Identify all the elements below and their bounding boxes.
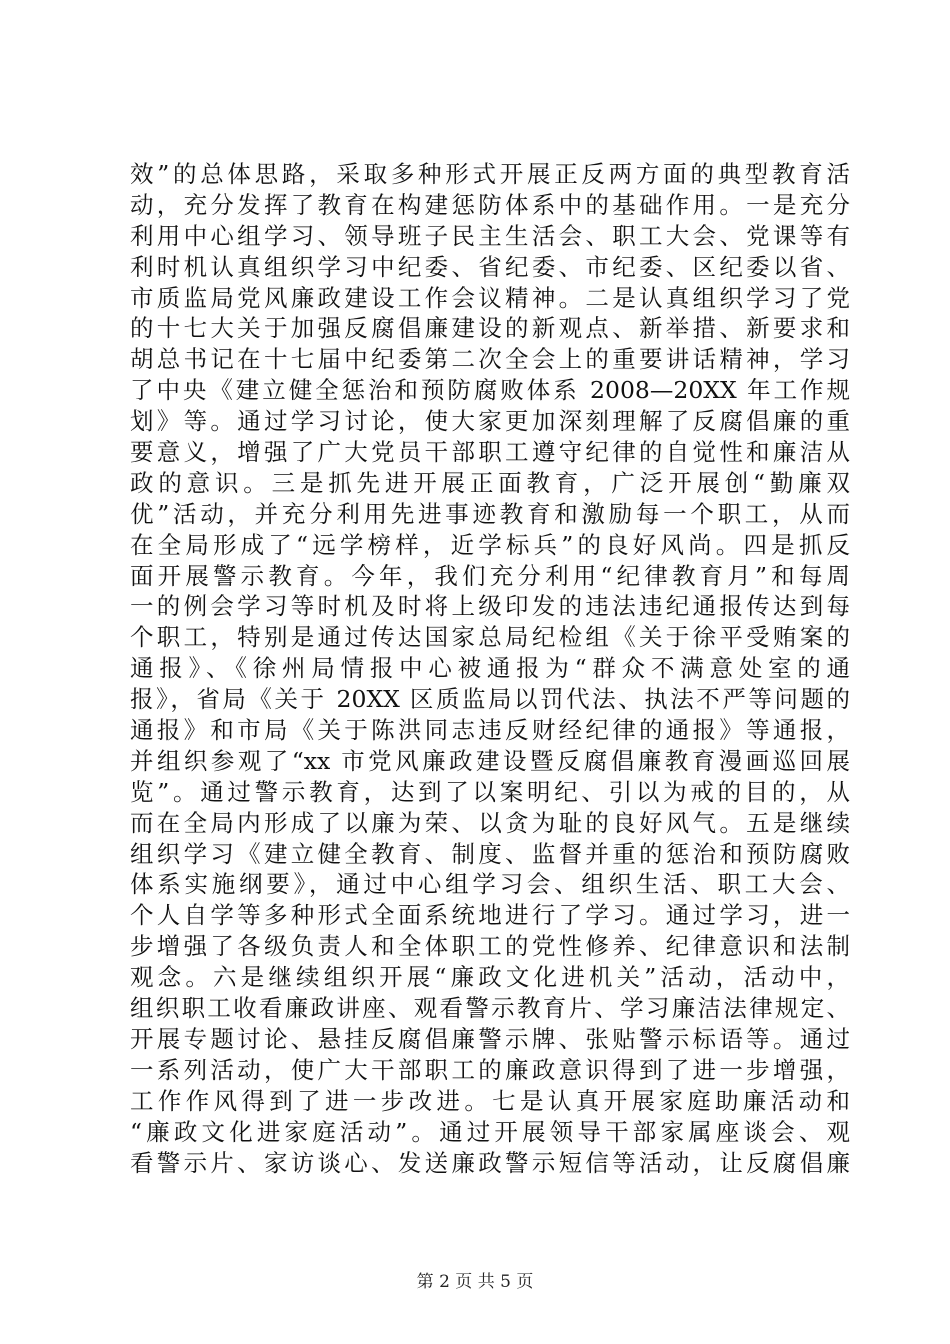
text-line: 览”。通过警示教育，达到了以案明纪、引以为戒的目的，从 [130, 777, 850, 806]
text-line: 政的意识。三是抓先进开展正面教育，广泛开展创“勤廉双 [130, 468, 850, 497]
text-line: 体系实施纲要》，通过中心组学习会、组织生活、职工大会、 [130, 870, 850, 899]
text-line: 优”活动，并充分利用先进事迹教育和激励每一个职工，从而 [130, 499, 850, 528]
text-line: 开展专题讨论、悬挂反腐倡廉警示牌、张贴警示标语等。通过 [130, 1024, 850, 1053]
text-line: 报》，省局《关于 20XX 区质监局以罚代法、执法不严等问题的 [130, 685, 850, 714]
text-line: 要意义，增强了广大党员干部职工遵守纪律的自觉性和廉洁从 [130, 438, 850, 467]
text-line: 组织职工收看廉政讲座、观看警示教育片、学习廉洁法律规定、 [130, 994, 850, 1023]
text-line: 通报》和市局《关于陈洪同志违反财经纪律的通报》等通报， [130, 716, 850, 745]
text-line: 一系列活动，使广大干部职工的廉政意识得到了进一步增强， [130, 1055, 850, 1084]
text-line: 个人自学等多种形式全面系统地进行了学习。通过学习，进一 [130, 901, 850, 930]
text-line: 在全局形成了“远学榜样，近学标兵”的良好风尚。四是抓反 [130, 530, 850, 559]
text-line: 工作作风得到了进一步改进。七是认真开展家庭助廉活动和 [130, 1086, 850, 1115]
text-line: 市质监局党风廉政建设工作会议精神。二是认真组织学习了党 [130, 283, 850, 312]
text-line: 个职工，特别是通过传达国家总局纪检组《关于徐平受贿案的 [130, 623, 850, 652]
text-line: 观念。六是继续组织开展“廉政文化进机关”活动，活动中， [130, 963, 850, 992]
text-line: 了中央《建立健全惩治和预防腐败体系 2008—20XX 年工作规 [130, 376, 850, 405]
text-line: 组织学习《建立健全教育、制度、监督并重的惩治和预防腐败 [130, 839, 850, 868]
text-line: 利时机认真组织学习中纪委、省纪委、市纪委、区纪委以省、 [130, 252, 850, 281]
text-line: 看警示片、家访谈心、发送廉政警示短信等活动，让反腐倡廉 [130, 1148, 850, 1177]
text-line: 面开展警示教育。今年，我们充分利用“纪律教育月”和每周 [130, 561, 850, 590]
text-line: 胡总书记在十七届中纪委第二次全会上的重要讲话精神，学习 [130, 345, 850, 374]
text-line: 的十七大关于加强反腐倡廉建设的新观点、新举措、新要求和 [130, 314, 850, 343]
text-line: 并组织参观了“xx 市党风廉政建设暨反腐倡廉教育漫画巡回展 [130, 746, 850, 775]
text-line: 利用中心组学习、领导班子民主生活会、职工大会、党课等有 [130, 221, 850, 250]
body-paragraph [130, 159, 850, 1178]
text-line: 划》等。通过学习讨论，使大家更加深刻理解了反腐倡廉的重 [130, 407, 850, 436]
text-line: 而在全局内形成了以廉为荣、以贪为耻的良好风气。五是继续 [130, 808, 850, 837]
text-line: 步增强了各级负责人和全体职工的党性修养、纪律意识和法制 [130, 932, 850, 961]
text-line: 动，充分发挥了教育在构建惩防体系中的基础作用。一是充分 [130, 190, 850, 219]
text-line: 一的例会学习等时机及时将上级印发的违法违纪通报传达到每 [130, 592, 850, 621]
text-line: 通报》、《徐州局情报中心被通报为“群众不满意处室的通 [130, 654, 850, 683]
text-line: “廉政文化进家庭活动”。通过开展领导干部家属座谈会、观 [130, 1117, 850, 1146]
page-number-footer: 第 2 页 共 5 页 [416, 1272, 534, 1292]
text-line: 效”的总体思路，采取多种形式开展正反两方面的典型教育活 [130, 160, 850, 188]
